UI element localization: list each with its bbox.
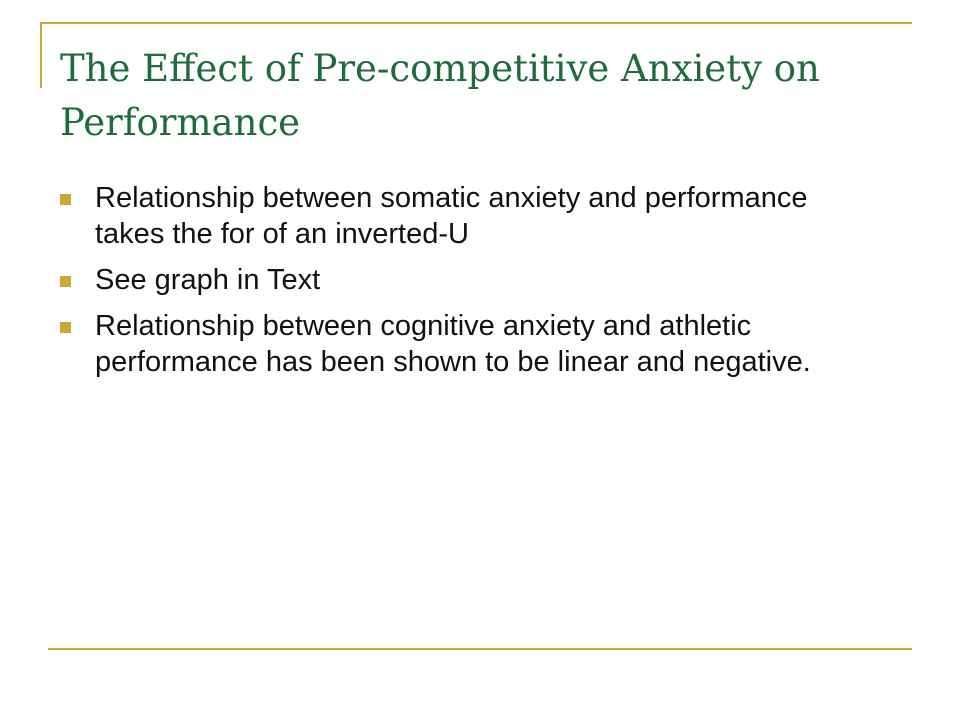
square-bullet-icon	[60, 322, 71, 333]
slide-title: The Effect of Pre-competitive Anxiety on Performance	[60, 47, 820, 144]
bullet-item-cognitive	[60, 308, 880, 380]
square-bullet-icon	[60, 194, 71, 205]
bottom-rule	[48, 648, 912, 650]
bullet-text: Relationship between somatic anxiety and performance takes the for of an inverted-U	[95, 182, 808, 250]
bullet-list	[60, 180, 880, 390]
bullet-item-somatic	[60, 180, 880, 252]
top-rule	[40, 22, 912, 24]
left-rule	[40, 22, 42, 88]
bullet-item-graph	[60, 262, 880, 298]
bullet-text: See graph in Text	[95, 264, 321, 296]
square-bullet-icon	[60, 276, 71, 287]
bullet-text: Relationship between cognitive anxiety and athletic performance has been shown to be linear and negative.	[95, 310, 811, 378]
